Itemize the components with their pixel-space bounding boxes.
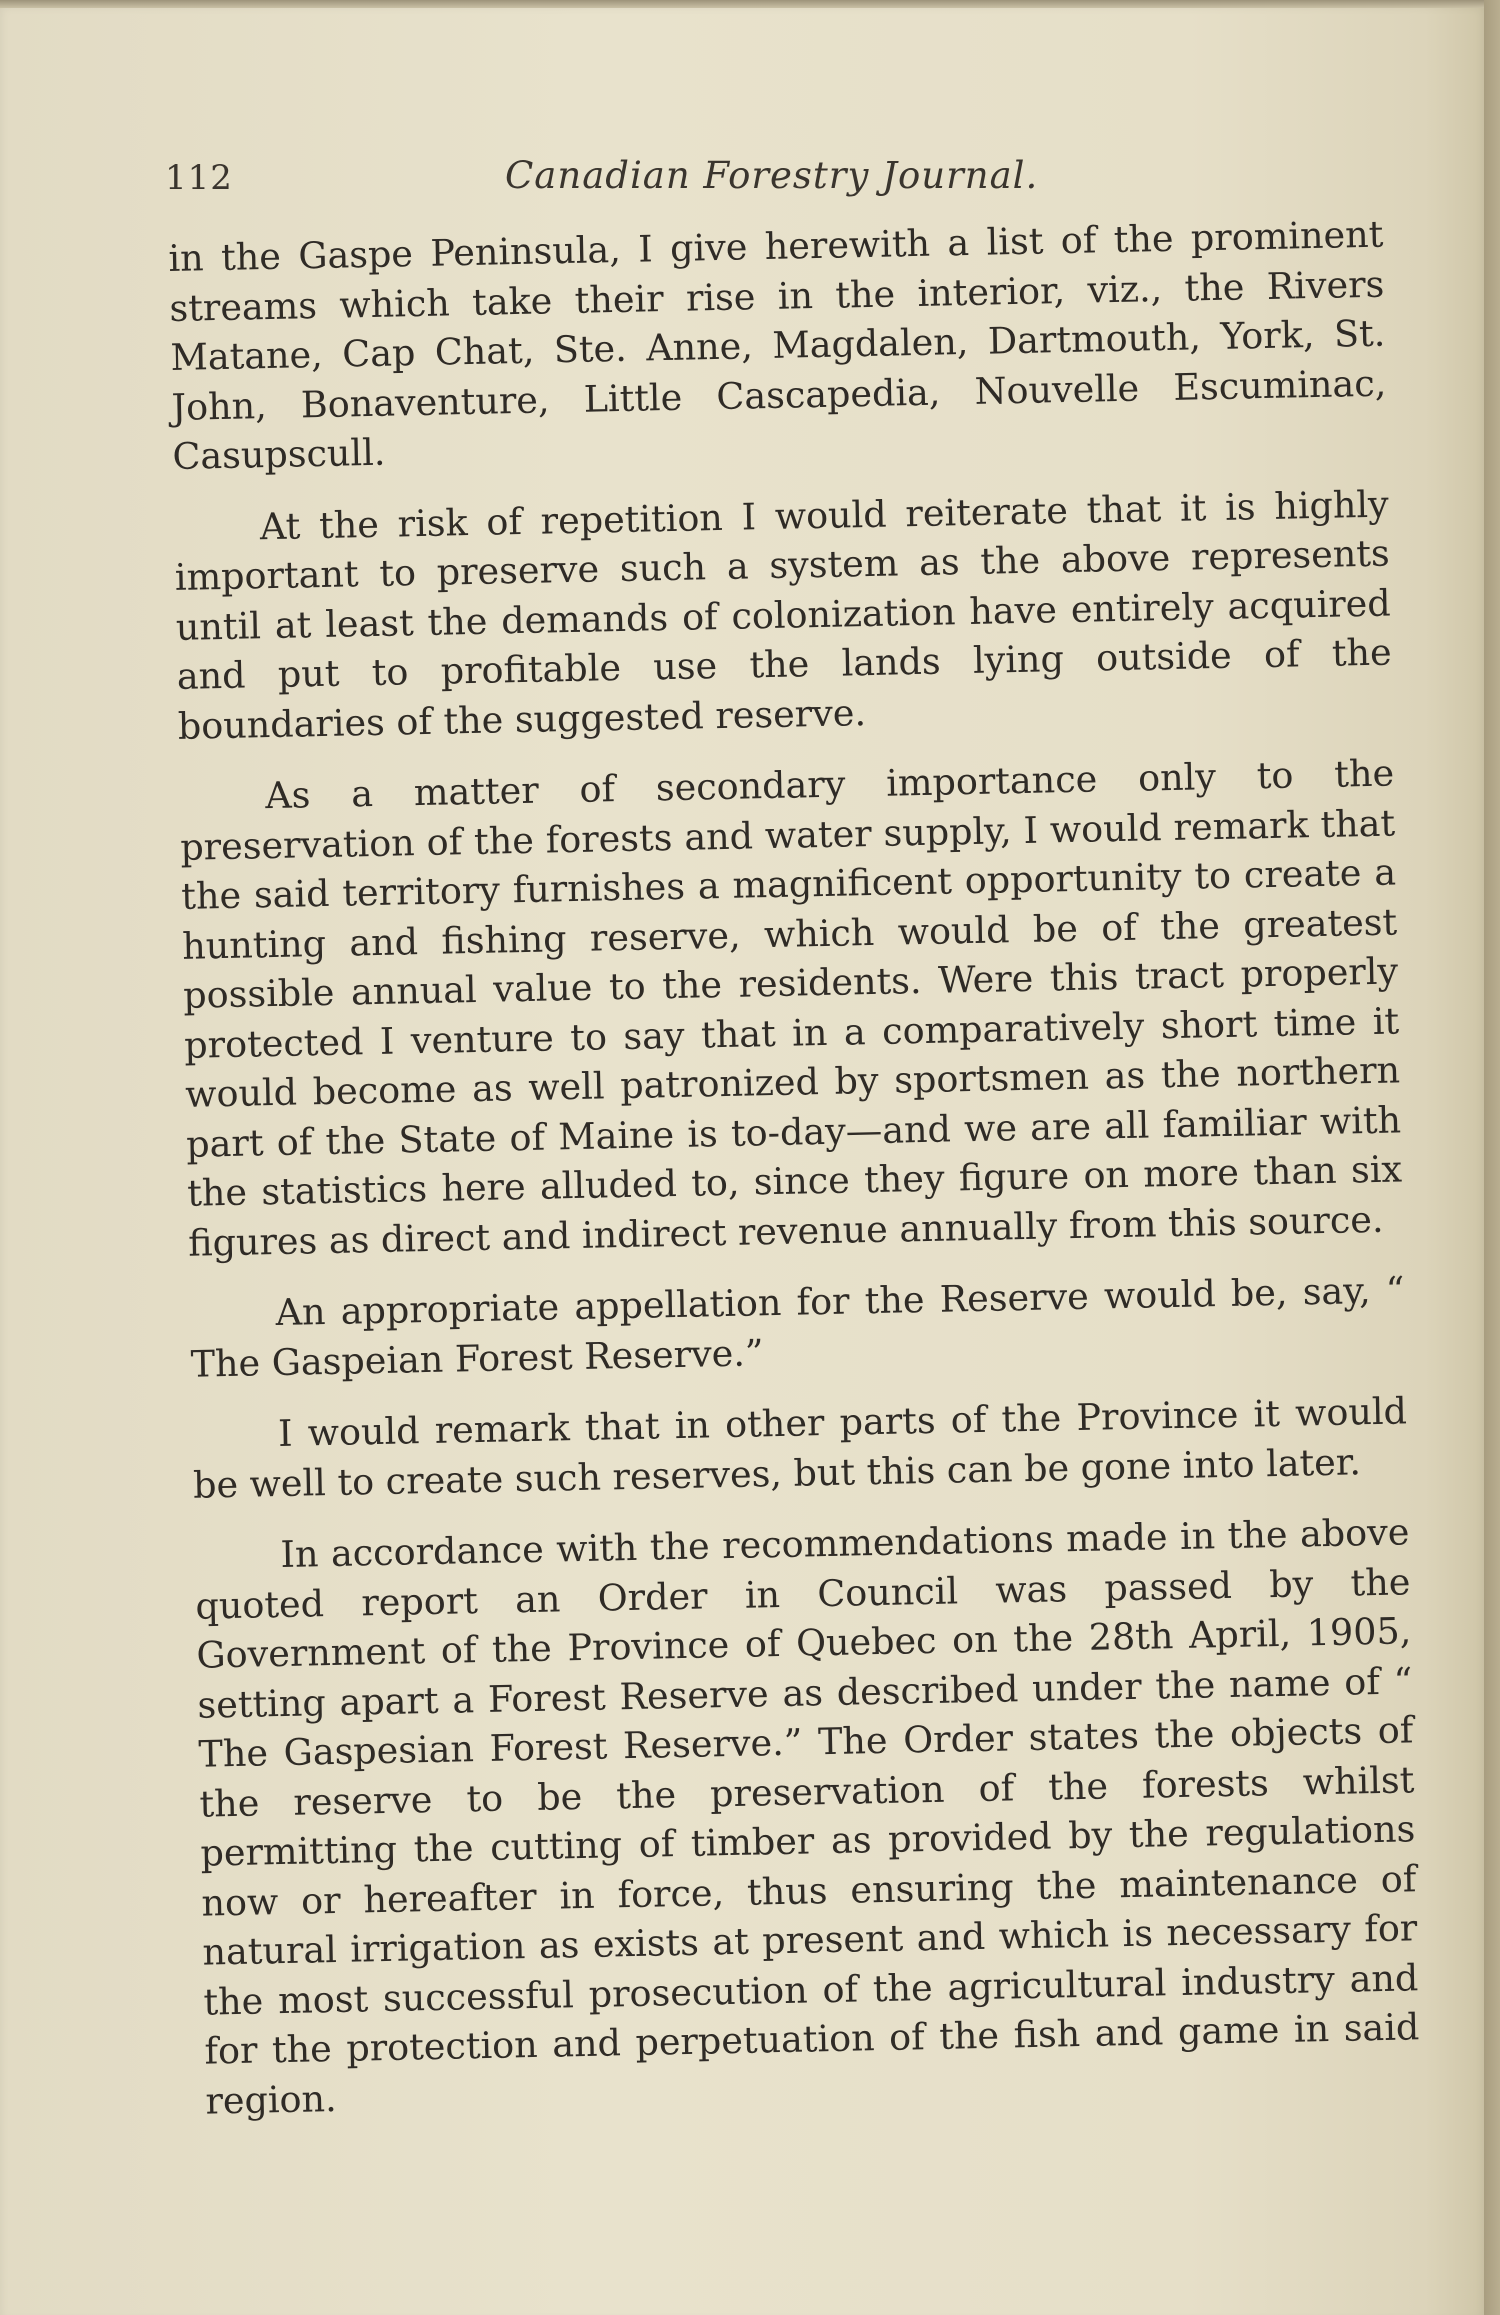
running-title: Canadian Forestry Journal. bbox=[505, 154, 1039, 197]
paragraph-appellation: An appropriate appellation for the Reserve would be, say, “ The Gaspeian Forest Reserve.” bbox=[190, 1268, 1405, 1386]
page-header bbox=[165, 154, 1385, 208]
paragraph-hunting-reserve: As a matter of secondary importance only to the preservation of the forests and water supply, I would remark that the said territory furnishes a magnificent opportunity to create a hunting and fishing reserve, which would be of the greatest possible annual value to the residents. Were this tract properly protected I venture to say that in a comparatively short time it would become as well patronized by sportsmen as the northern part of the State of Maine is to-day—and we are all familiar with the statistics here alluded to, since they figure on more than six figures as direct and indirect revenue annually from this source. bbox=[179, 751, 1403, 1265]
paragraph-repetition: At the risk of repetition I would reiterate that it is highly important to preserve such a system as the above represents until at least the demands of colonization have entirely acquired and put to profitable use the lands lying outside of the boundaries of the suggested reserve. bbox=[174, 482, 1393, 748]
paragraph-streams-list: in the Gaspe Peninsula, I give herewith a list of the prominent streams which take their rise in the interior, viz., the Rivers Matane, Cap Chat, Ste. Anne, Magdalen, Dartmouth, York, St. John, Bonaventure, Little Cascapedia, Nouvelle Escuminac, Casupscull. bbox=[168, 212, 1387, 478]
article-body bbox=[168, 210, 1421, 2148]
paragraph-other-reserves: I would remark that in other parts of the Province it would be well to create such reserves, but this can be gone into later. bbox=[192, 1389, 1408, 1507]
page-number: 112 bbox=[165, 158, 233, 198]
scan-right-edge bbox=[1484, 0, 1500, 2315]
scan-top-edge bbox=[0, 0, 1500, 8]
paragraph-order-in-council: In accordance with the recommendations made in the above quoted report an Order in Council was passed by the Government of the Province of Quebec on the 28th April, 1905, setting apart a Forest Reserve as described under the name of “ The Gaspesian Forest Reserve.” The Order states the objects of the reserve to be the preservation of the forests whilst permitting the cutting of timber as provided by the regulations now or hereafter in force, thus ensuring the maintenance of natural irrigation as exists at present and which is necessary for the most successful prosecution of the agricultural industry and for the protection and perpetuation of the fish and game in said region. bbox=[195, 1510, 1420, 2123]
